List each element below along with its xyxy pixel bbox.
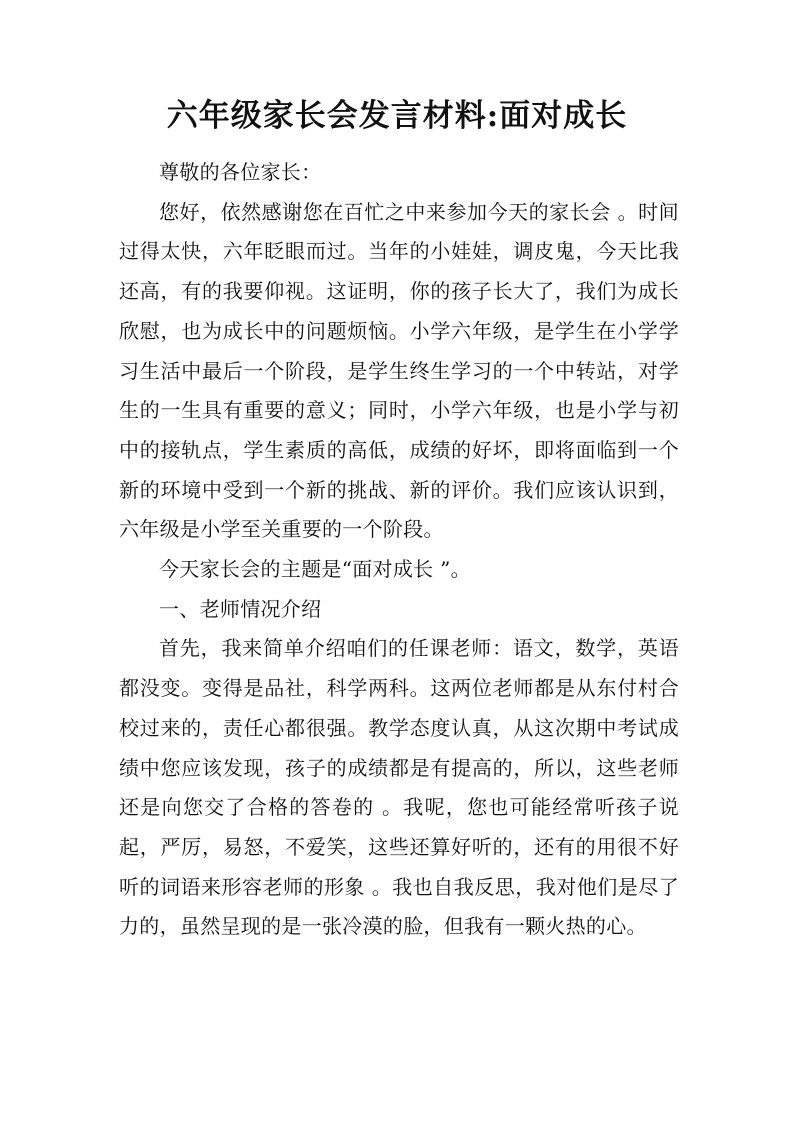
section-heading: 一、老师情况介绍 — [159, 596, 322, 621]
theme-paragraph: 今天家长会的主题是“面对成长 ”。 — [159, 557, 471, 582]
document-title: 六年级家长会发言材料:面对成长 — [166, 98, 628, 134]
greeting-paragraph: 您好，依然感谢您在百忙之中来参加今天的家长会 。时间过得太快，六年眨眼而过。当年的小娃娃，调皮鬼，今天比我还高，有的我要仰视。这证明，你的孩子长大了，我们为成长欣慰，也为成长中的问题烦恼。小学六年级，是学生在小学学习生活中最后一个阶段，是学生终生学习的一个中转站，对学生的一生具有重要的意义；同时，小学六年级，也是小学与初中的接轨点，学生素质的高低，成绩的好坏，即将面临到一个新的环境中受到一个新的挑战、新的评价。我们应该认识到，六年级是小学至关重要的一个阶段。 — [119, 199, 679, 542]
document-body — [119, 153, 679, 947]
salutation-paragraph: 尊敬的各位家长： — [159, 160, 322, 184]
teacher-intro-paragraph: 首先，我来简单介绍咱们的任课老师：语文，数学，英语都没变。变得是品社，科学两科。这两位老师都是从东付村合校过来的，责任心都很强。教学态度认真，从这次期中考试成绩中您应该发现，孩子的成绩都是有提高的，所以，这些老师还是向您交了合格的答卷的 。我呢，您也可能经常听孩子说起，严厉，易怒，不爱笑，这些还算好听的，还有的用很不好听的词语来形容老师的形象 。我也自我反思，我对他们是尽了力的，虽然呈现的是一张冷漠的脸，但我有一颗火热的心。 — [119, 636, 679, 939]
